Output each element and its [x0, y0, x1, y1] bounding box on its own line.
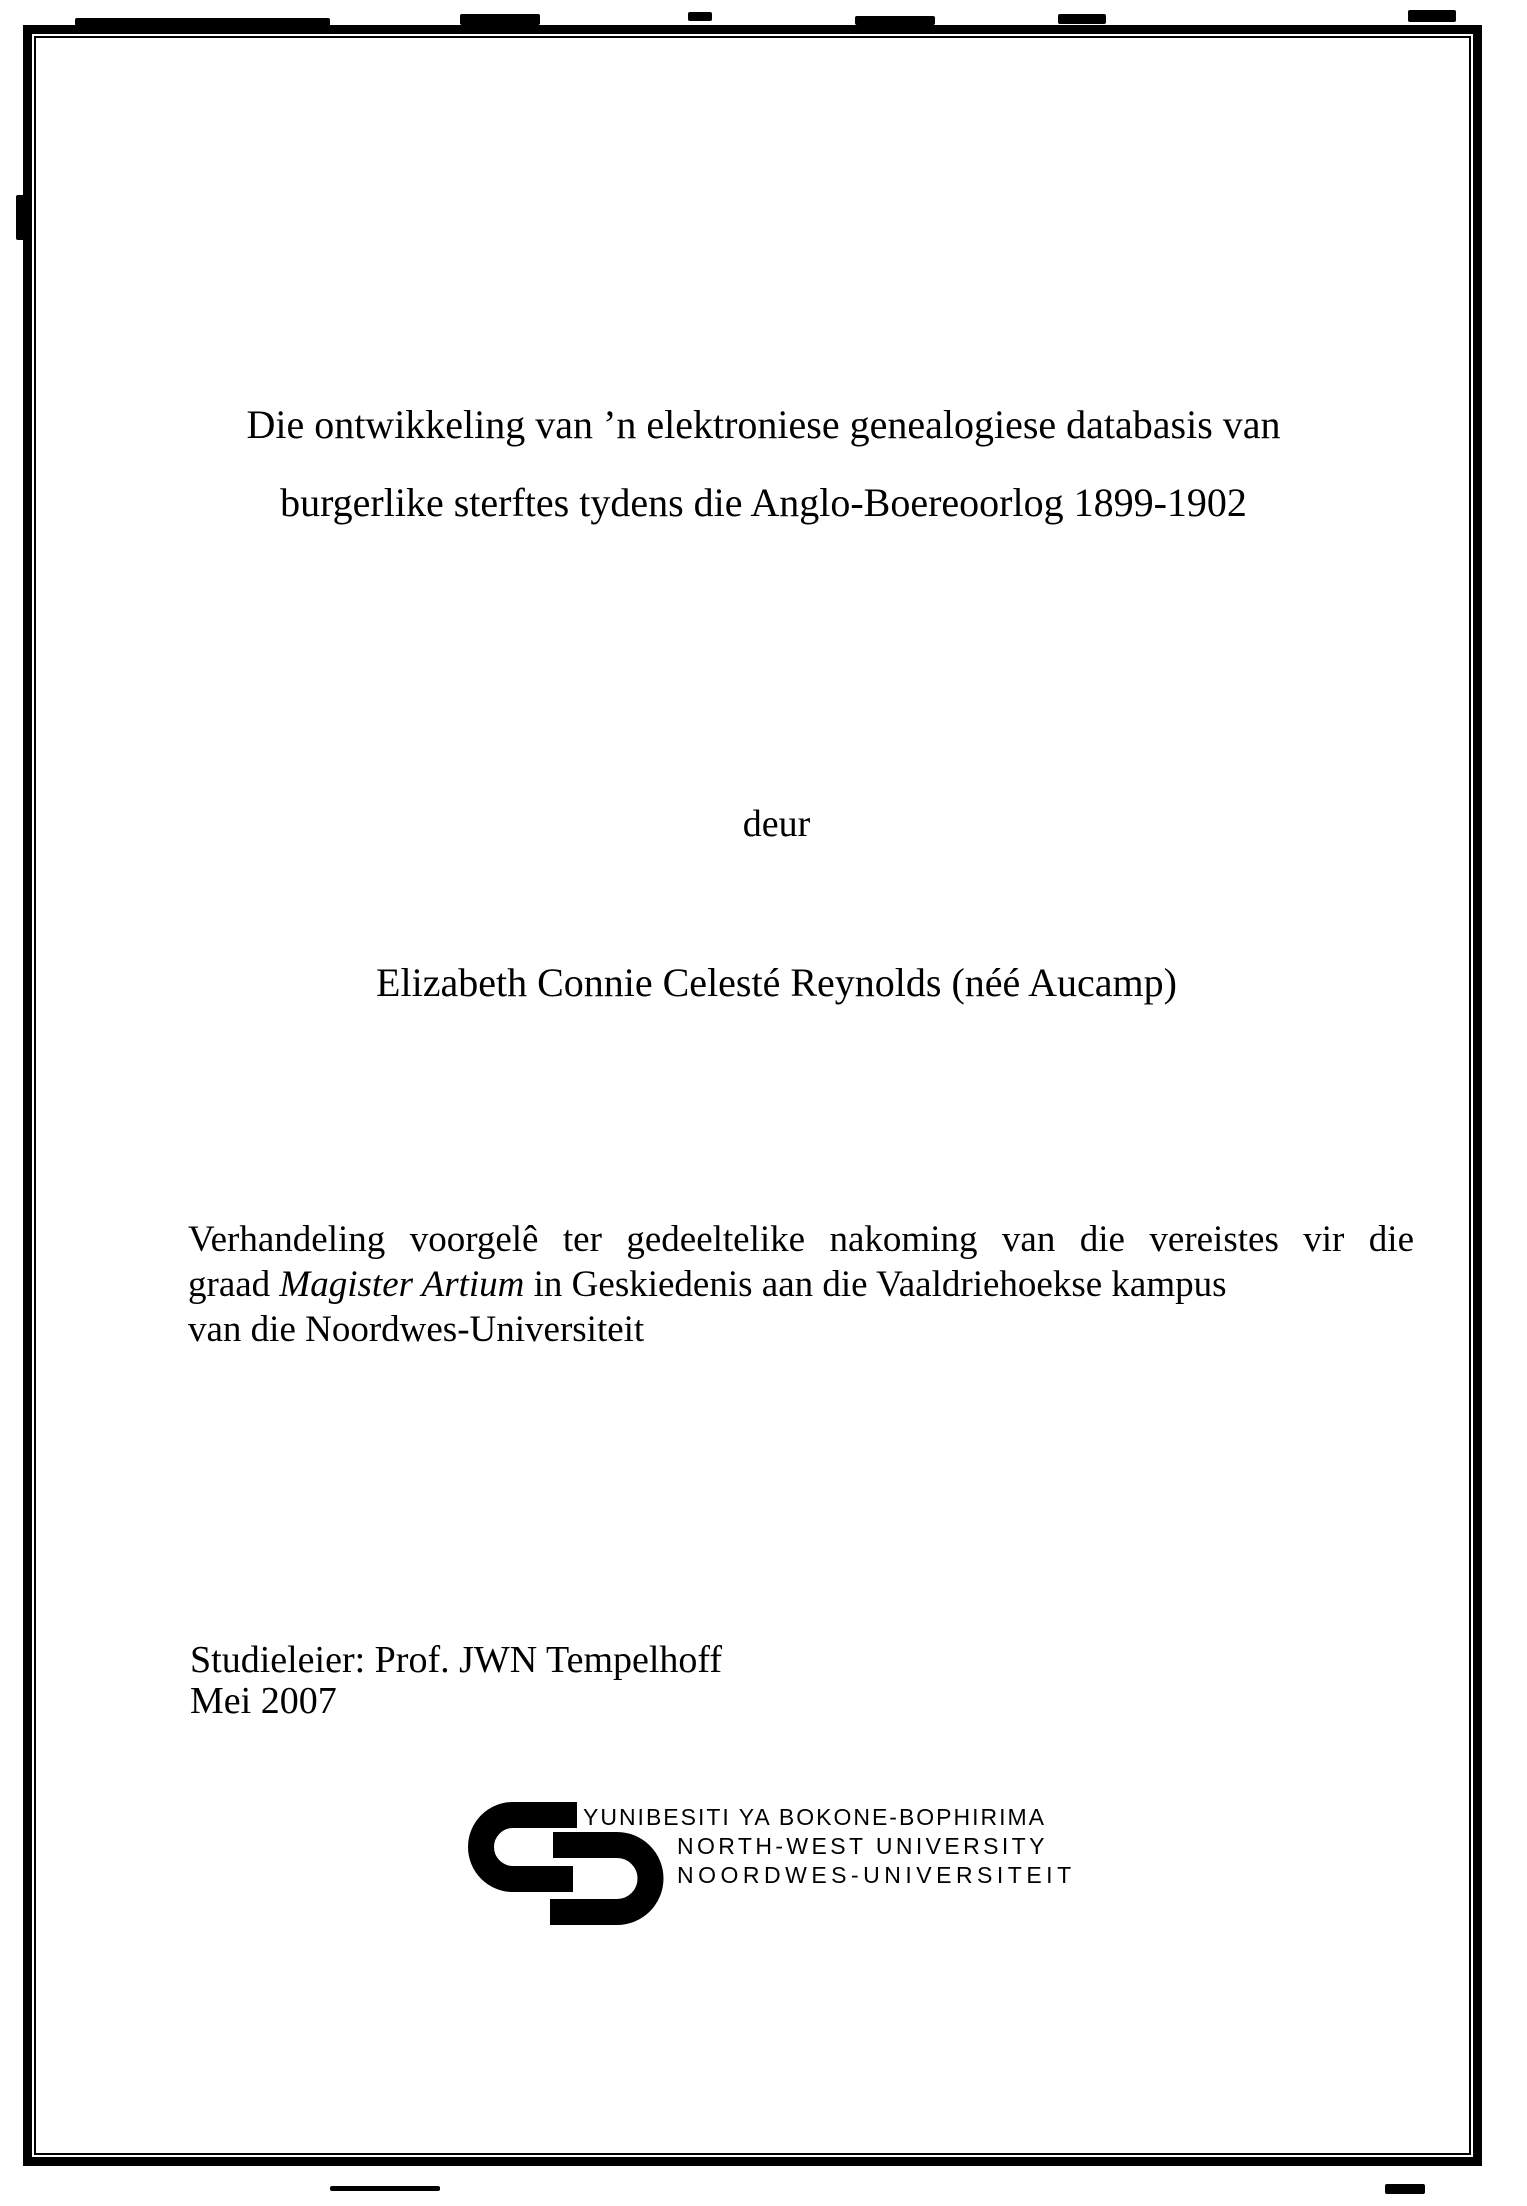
degree-statement-line2 — [188, 1262, 1414, 1307]
university-logo-text — [583, 1803, 1076, 1890]
scan-artifact — [1058, 14, 1106, 24]
degree-statement-line2-pre: graad — [188, 1264, 280, 1305]
scan-artifact — [1408, 10, 1456, 22]
logo-line-setswana: YUNIBESITI YA BOKONE-BOPHIRIMA — [583, 1804, 1047, 1830]
scan-artifact — [75, 18, 330, 26]
byline-word: deur — [742, 803, 811, 845]
supervisor-line: Studieleier: Prof. JWN Tempelhoff — [190, 1639, 723, 1681]
scan-artifact — [1385, 2184, 1425, 2194]
scan-artifact — [460, 14, 540, 25]
thesis-title — [40, 386, 1487, 542]
scan-artifact — [330, 2186, 440, 2191]
scan-artifact — [855, 16, 935, 25]
date-line: Mei 2007 — [190, 1680, 337, 1722]
logo-line-english: NORTH-WEST UNIVERSITY — [677, 1833, 1048, 1859]
thesis-title-line2: burgerlike sterftes tydens die Anglo-Boereoorlog 1899-1902 — [280, 480, 1247, 525]
supervisor-block — [190, 1640, 722, 1722]
degree-statement-line2-post: in Geskiedenis aan die Vaaldriehoekse kampus — [524, 1264, 1227, 1305]
degree-statement-line3: van die Noordwes-Universiteit — [188, 1309, 645, 1350]
scan-artifact — [688, 12, 712, 21]
degree-statement-line1: Verhandeling voorgelê ter gedeeltelike nakoming van die vereistes vir die — [188, 1219, 1414, 1260]
thesis-title-line1: Die ontwikkeling van ’n elektroniese genealogiese databasis van — [246, 402, 1281, 447]
degree-name-italic: Magister Artium — [279, 1264, 525, 1305]
degree-statement — [188, 1217, 1414, 1352]
logo-line-afrikaans: NOORDWES-UNIVERSITEIT — [677, 1862, 1076, 1888]
scan-artifact — [16, 195, 25, 240]
author-name: Elizabeth Connie Celesté Reynolds (néé Aucamp) — [376, 960, 1177, 1005]
